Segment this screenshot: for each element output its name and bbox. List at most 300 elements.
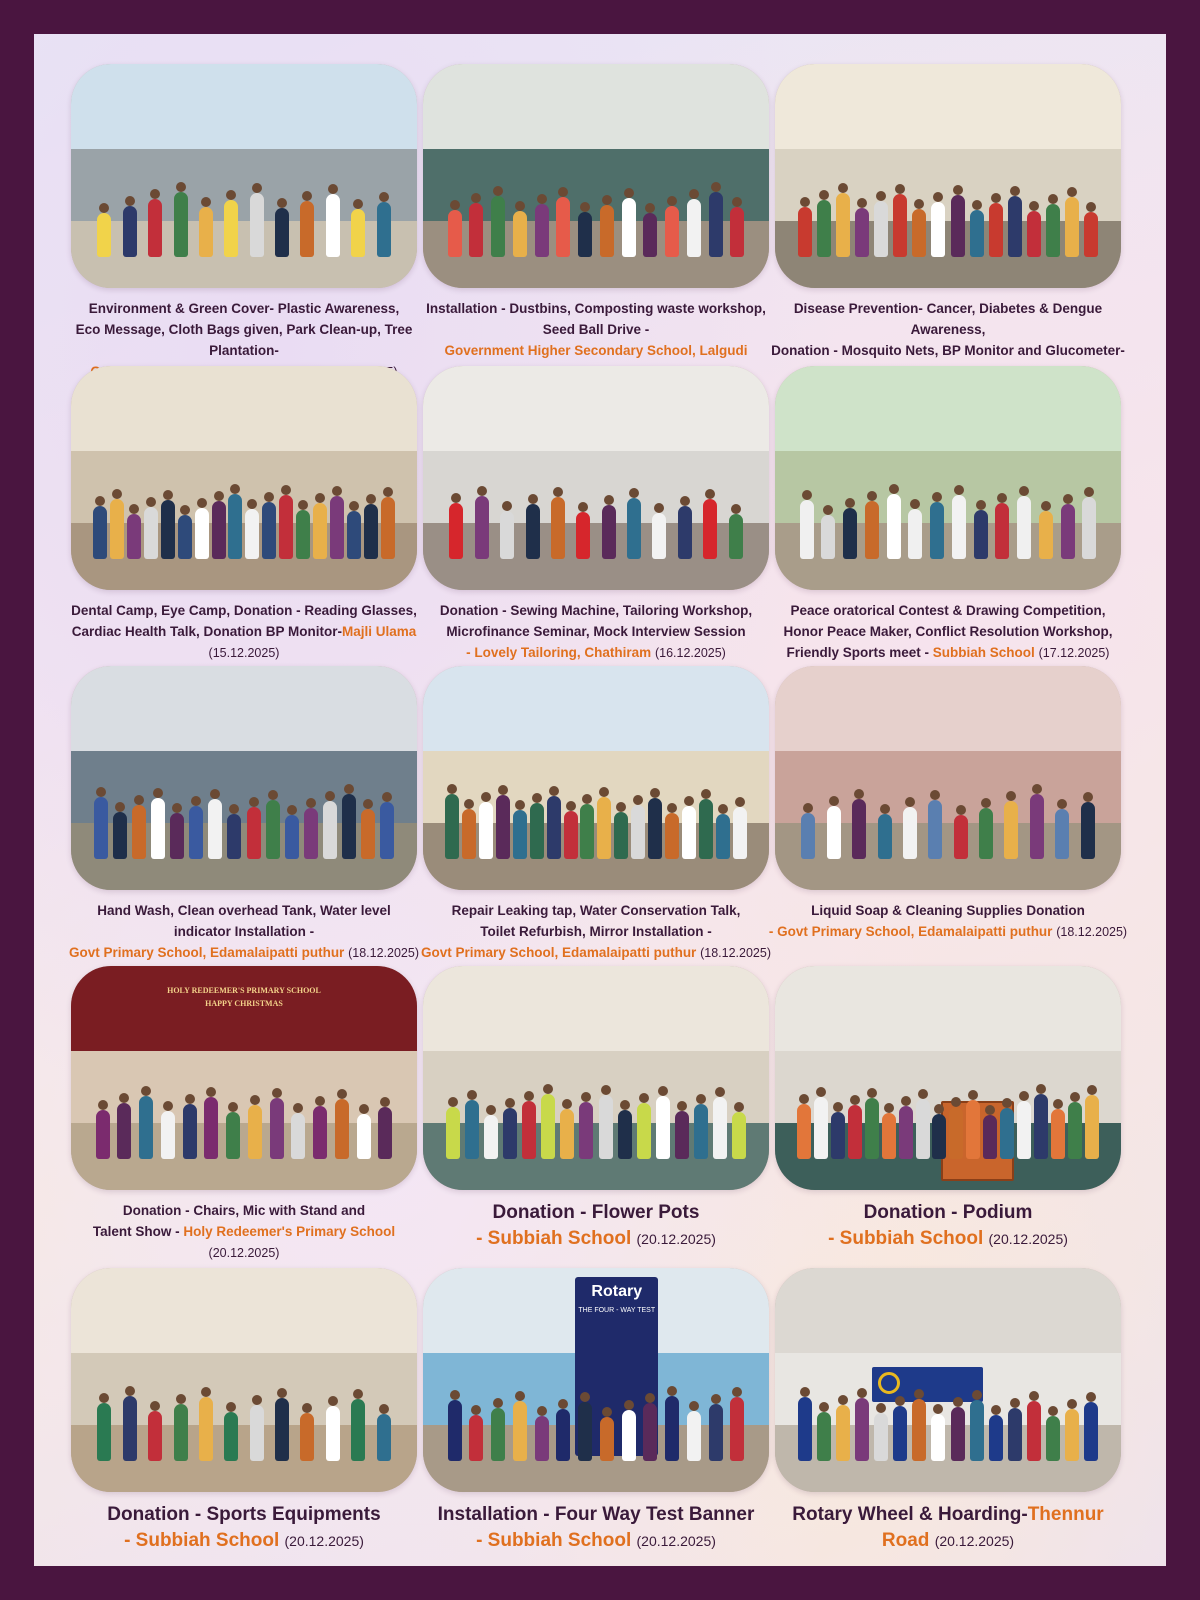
person-figure [893, 1406, 907, 1461]
caption-line: Installation - Dustbins, Composting waste workshop, [426, 301, 766, 316]
person-figure [148, 199, 162, 257]
person-figure [931, 1414, 945, 1461]
person-figure [446, 1107, 460, 1159]
person-figure [245, 509, 259, 559]
venue-name: Majli Ulama [342, 624, 417, 639]
person-figure [848, 1105, 862, 1159]
event-date: (18.12.2025) [700, 946, 771, 960]
event-photo [423, 666, 769, 890]
person-figure [930, 502, 944, 559]
event-date: (16.12.2025) [654, 646, 726, 660]
person-figure [843, 508, 857, 559]
person-figure [304, 808, 318, 859]
event-photo [775, 64, 1121, 288]
photo-background [775, 1268, 1121, 1353]
event-photo [71, 966, 417, 1190]
person-figure [814, 1097, 828, 1159]
event-date: (17.12.2025) [1038, 646, 1110, 660]
person-figure [224, 200, 238, 257]
person-figure [377, 202, 391, 257]
person-figure [547, 796, 561, 859]
person-figure [551, 497, 565, 559]
person-figure [275, 208, 289, 257]
venue-name: - Lovely Tailoring, Chathiram [466, 645, 652, 660]
person-figure [1065, 197, 1079, 257]
person-figure [378, 1107, 392, 1159]
event-photo [775, 366, 1121, 590]
caption-line: Dental Camp, Eye Camp, Donation - Reading Glasses, [71, 603, 417, 618]
activity-caption [416, 900, 776, 964]
people-group [92, 451, 397, 559]
person-figure [1081, 802, 1095, 859]
event-date: (18.12.2025) [1056, 925, 1128, 939]
person-figure [183, 1104, 197, 1159]
person-figure [576, 512, 590, 559]
photo-background [775, 666, 1121, 751]
person-figure [93, 506, 107, 559]
person-figure [966, 1100, 980, 1159]
person-figure [97, 213, 111, 257]
people-group [796, 751, 1101, 859]
person-figure [1065, 1409, 1079, 1461]
photo-background [775, 366, 1121, 451]
person-figure [449, 503, 463, 559]
venue-name: - Subbiah School [476, 1228, 632, 1249]
christmas-text: HAPPY CHRISTMAS [205, 998, 283, 1008]
person-figure [1004, 801, 1018, 859]
person-figure [709, 1404, 723, 1461]
person-figure [995, 503, 1009, 559]
person-figure [908, 509, 922, 559]
person-figure [732, 1112, 746, 1159]
venue-name: - Subbiah School [476, 1530, 632, 1551]
person-figure [526, 504, 540, 559]
person-figure [970, 210, 984, 257]
person-figure [535, 204, 549, 257]
person-figure [821, 515, 835, 559]
person-figure [648, 798, 662, 859]
person-figure [1084, 212, 1098, 257]
person-figure [974, 510, 988, 559]
person-figure [123, 1396, 137, 1461]
person-figure [836, 1405, 850, 1461]
person-figure [928, 800, 942, 859]
activity-caption [416, 1502, 776, 1554]
person-figure [599, 1095, 613, 1159]
activity-grid [34, 34, 1166, 1566]
person-figure [643, 213, 657, 257]
person-figure [580, 804, 594, 859]
person-figure [279, 495, 293, 559]
caption-line: indicator Installation - [173, 924, 315, 939]
activity-caption [768, 1502, 1128, 1554]
people-group [92, 751, 397, 859]
person-figure [687, 199, 701, 257]
person-figure [1017, 496, 1031, 559]
person-figure [351, 1399, 365, 1461]
person-figure [161, 500, 175, 559]
person-figure [989, 203, 1003, 257]
person-figure [627, 498, 641, 559]
activity-panel [64, 666, 424, 964]
person-figure [912, 209, 926, 257]
person-figure [462, 809, 476, 859]
activity-caption [64, 1200, 424, 1264]
person-figure [326, 1406, 340, 1461]
activity-caption [416, 600, 776, 664]
person-figure [326, 194, 340, 257]
caption-line: Seed Ball Drive - [542, 322, 650, 337]
person-figure [503, 1108, 517, 1159]
person-figure [144, 507, 158, 559]
person-figure [931, 202, 945, 257]
caption-line: Disease Prevention- Cancer, Diabetes & Dengue Awareness, [793, 301, 1103, 337]
activity-caption [768, 600, 1128, 664]
caption-line: Donation - Mosquito Nets, BP Monitor and Glucometer- [771, 343, 1125, 358]
person-figure [361, 809, 375, 859]
caption-line: Donation - Sewing Machine, Tailoring Workshop, [439, 603, 753, 618]
photo-background [423, 966, 769, 1051]
person-figure [151, 798, 165, 859]
person-figure [1027, 211, 1041, 257]
person-figure [123, 206, 137, 257]
person-figure [313, 503, 327, 559]
person-figure [250, 193, 264, 257]
activity-panel [64, 64, 424, 383]
activity-caption [768, 900, 1128, 943]
person-figure [951, 1407, 965, 1461]
person-figure [266, 800, 280, 859]
person-figure [865, 501, 879, 559]
person-figure [954, 815, 968, 859]
activity-panel [768, 366, 1128, 664]
person-figure [357, 1114, 371, 1159]
activity-panel [416, 366, 776, 664]
caption-line: Donation - Flower Pots [492, 1202, 700, 1223]
event-photo [71, 366, 417, 590]
person-figure [380, 802, 394, 859]
person-figure [161, 1111, 175, 1159]
event-photo [423, 966, 769, 1190]
caption-line: Hand Wash, Clean overhead Tank, Water level [97, 903, 391, 918]
event-date: (20.12.2025) [934, 1533, 1015, 1549]
school-sign-text: HOLY REDEEMER'S PRIMARY SCHOOL [167, 985, 321, 995]
person-figure [248, 1105, 262, 1159]
person-figure [291, 1113, 305, 1159]
person-figure [622, 198, 636, 257]
person-figure [148, 1411, 162, 1461]
person-figure [491, 1408, 505, 1461]
person-figure [618, 1110, 632, 1159]
person-figure [817, 200, 831, 257]
caption-line: Talent Show - [92, 1224, 184, 1239]
person-figure [903, 807, 917, 859]
event-photo [775, 1268, 1121, 1492]
person-figure [855, 1398, 869, 1461]
person-figure [226, 1112, 240, 1159]
person-figure [224, 1412, 238, 1461]
person-figure [855, 208, 869, 257]
person-figure [709, 192, 723, 257]
event-photo [71, 64, 417, 288]
event-date: (20.12.2025) [208, 1246, 280, 1260]
caption-line: Installation - Four Way Test Banner [437, 1504, 755, 1525]
person-figure [208, 799, 222, 859]
person-figure [729, 514, 743, 559]
person-figure [665, 206, 679, 257]
person-figure [678, 506, 692, 559]
photo-background [71, 366, 417, 451]
person-figure [250, 1405, 264, 1461]
activity-panel [768, 666, 1128, 943]
event-date: (20.12.2025) [988, 1231, 1068, 1247]
venue-name: - Subbiah School [124, 1530, 280, 1551]
activity-panel [64, 1268, 424, 1554]
person-figure [652, 513, 666, 559]
caption-line: Eco Message, Cloth Bags given, Park Clean-up, Tree Plantation- [75, 322, 413, 358]
person-figure [247, 807, 261, 859]
event-photo [71, 666, 417, 890]
caption-line: Donation - Podium [863, 1202, 1033, 1223]
person-figure [469, 1415, 483, 1461]
caption-line: Honor Peace Maker, Conflict Resolution Workshop, [783, 624, 1113, 639]
person-figure [831, 1112, 845, 1159]
person-figure [1017, 1101, 1031, 1159]
person-figure [228, 494, 242, 559]
venue-name: Thennur Road [881, 1504, 1104, 1551]
event-photo [775, 966, 1121, 1190]
caption-line: Cardiac Health Talk, Donation BP Monitor- [71, 624, 342, 639]
people-group [444, 451, 749, 559]
person-figure [347, 511, 361, 559]
person-figure [1000, 1108, 1014, 1159]
person-figure [614, 812, 628, 859]
activity-panel [64, 966, 424, 1264]
person-figure [878, 814, 892, 859]
person-figure [600, 205, 614, 257]
person-figure [445, 794, 459, 859]
person-figure [227, 814, 241, 859]
event-photo [423, 1268, 769, 1492]
person-figure [496, 795, 510, 859]
person-figure [989, 1415, 1003, 1461]
person-figure [597, 797, 611, 859]
person-figure [817, 1412, 831, 1461]
person-figure [199, 207, 213, 257]
venue-name: - Govt Primary School, Edamalaipatti puthur [768, 924, 1053, 939]
person-figure [682, 806, 696, 859]
person-figure [983, 1115, 997, 1159]
people-group [444, 149, 749, 257]
caption-line: Repair Leaking tap, Water Conservation Talk, [451, 903, 741, 918]
person-figure [631, 805, 645, 859]
caption-line: Donation - Chairs, Mic with Stand and [122, 1203, 366, 1218]
person-figure [560, 1109, 574, 1159]
person-figure [887, 494, 901, 559]
event-photo [423, 366, 769, 590]
person-figure [448, 1400, 462, 1461]
caption-line: Toilet Refurbish, Mirror Installation - [480, 924, 712, 939]
person-figure [364, 504, 378, 559]
person-figure [578, 1402, 592, 1461]
person-figure [330, 496, 344, 559]
person-figure [94, 797, 108, 859]
person-figure [97, 1403, 111, 1461]
person-figure [798, 1397, 812, 1461]
event-photo [775, 666, 1121, 890]
person-figure [1046, 1416, 1060, 1461]
person-figure [475, 496, 489, 559]
person-figure [556, 1409, 570, 1461]
activity-panel [768, 1268, 1128, 1554]
activity-panel [64, 366, 424, 664]
person-figure [600, 1417, 614, 1461]
caption-line: Peace oratorical Contest & Drawing Competition, [790, 603, 1106, 618]
person-figure [665, 813, 679, 859]
person-figure [899, 1106, 913, 1159]
person-figure [513, 810, 527, 859]
banner-rotary-text: Rotary [591, 1282, 643, 1300]
venue-name: Govt Primary School, Edamalaipatti puthur [421, 945, 697, 960]
person-figure [127, 514, 141, 559]
photo-background [71, 666, 417, 751]
person-figure [491, 196, 505, 257]
person-figure [970, 1400, 984, 1461]
people-group [796, 1353, 1101, 1461]
person-figure [882, 1113, 896, 1159]
person-figure [1082, 497, 1096, 559]
person-figure [916, 1099, 930, 1159]
person-figure [313, 1106, 327, 1159]
person-figure [874, 1413, 888, 1461]
person-figure [800, 500, 814, 559]
person-figure [893, 194, 907, 257]
person-figure [637, 1103, 651, 1159]
person-figure [1055, 809, 1069, 859]
person-figure [733, 807, 747, 859]
caption-line: Liquid Soap & Cleaning Supplies Donation [811, 903, 1085, 918]
event-date: (20.12.2025) [636, 1533, 716, 1549]
photo-background [775, 64, 1121, 149]
people-group [444, 751, 749, 859]
person-figure [865, 1098, 879, 1159]
person-figure [117, 1103, 131, 1159]
caption-line: Rotary Wheel & Hoarding- [792, 1504, 1028, 1525]
person-figure [1039, 511, 1053, 559]
event-date: (15.12.2025) [208, 646, 280, 660]
person-figure [535, 1416, 549, 1461]
person-figure [798, 207, 812, 257]
person-figure [300, 201, 314, 257]
venue-name: Subbiah School [932, 645, 1035, 660]
person-figure [342, 794, 356, 859]
person-figure [730, 1397, 744, 1461]
person-figure [174, 192, 188, 257]
person-figure [694, 1104, 708, 1159]
person-figure [952, 495, 966, 559]
people-group [92, 149, 397, 257]
person-figure [212, 501, 226, 559]
person-figure [578, 212, 592, 257]
person-figure [513, 211, 527, 257]
person-figure [716, 814, 730, 859]
person-figure [579, 1102, 593, 1159]
event-photo [71, 1268, 417, 1492]
person-figure [703, 499, 717, 559]
person-figure [174, 1404, 188, 1461]
people-group [444, 1353, 749, 1461]
people-group [444, 1051, 749, 1159]
person-figure [323, 801, 337, 859]
person-figure [949, 1107, 963, 1159]
person-figure [530, 803, 544, 859]
activity-caption [416, 1200, 776, 1252]
person-figure [113, 812, 127, 859]
person-figure [564, 811, 578, 859]
person-figure [801, 813, 815, 859]
activity-panel [768, 64, 1128, 383]
person-figure [602, 505, 616, 559]
person-figure [300, 1413, 314, 1461]
person-figure [1084, 1402, 1098, 1461]
person-figure [932, 1114, 946, 1159]
person-figure [622, 1410, 636, 1461]
person-figure [1027, 1401, 1041, 1461]
person-figure [448, 210, 462, 257]
person-figure [1008, 1408, 1022, 1461]
person-figure [951, 195, 965, 257]
person-figure [335, 1099, 349, 1159]
caption-line: Donation - Sports Equipments [107, 1504, 381, 1525]
photo-background [423, 666, 769, 751]
person-figure [178, 515, 192, 559]
caption-line: Friendly Sports meet - [786, 645, 933, 660]
venue-name: - Subbiah School [828, 1228, 984, 1249]
person-figure [852, 799, 866, 859]
event-date: (20.12.2025) [284, 1533, 364, 1549]
person-figure [170, 813, 184, 859]
event-date: (20.12.2025) [636, 1231, 716, 1247]
person-figure [262, 502, 276, 559]
school-banner [106, 984, 383, 1033]
person-figure [675, 1111, 689, 1159]
person-figure [484, 1115, 498, 1159]
person-figure [204, 1097, 218, 1159]
person-figure [195, 508, 209, 559]
activity-caption [64, 900, 424, 964]
photo-background [775, 966, 1121, 1051]
event-photo [423, 64, 769, 288]
person-figure [1061, 504, 1075, 559]
person-figure [656, 1096, 670, 1159]
activity-caption [64, 600, 424, 664]
caption-line: Microfinance Seminar, Mock Interview Session [446, 624, 746, 639]
activity-panel [416, 64, 776, 383]
photo-background [71, 64, 417, 149]
activity-panel [416, 1268, 776, 1554]
person-figure [556, 197, 570, 257]
photo-background [71, 1268, 417, 1353]
person-figure [979, 808, 993, 859]
person-figure [1008, 196, 1022, 257]
person-figure [351, 209, 365, 257]
caption-line: Environment & Green Cover- Plastic Awareness, [88, 301, 400, 316]
person-figure [827, 806, 841, 859]
activity-caption [768, 1200, 1128, 1252]
people-group [796, 149, 1101, 257]
person-figure [541, 1094, 555, 1159]
people-group [92, 1353, 397, 1461]
